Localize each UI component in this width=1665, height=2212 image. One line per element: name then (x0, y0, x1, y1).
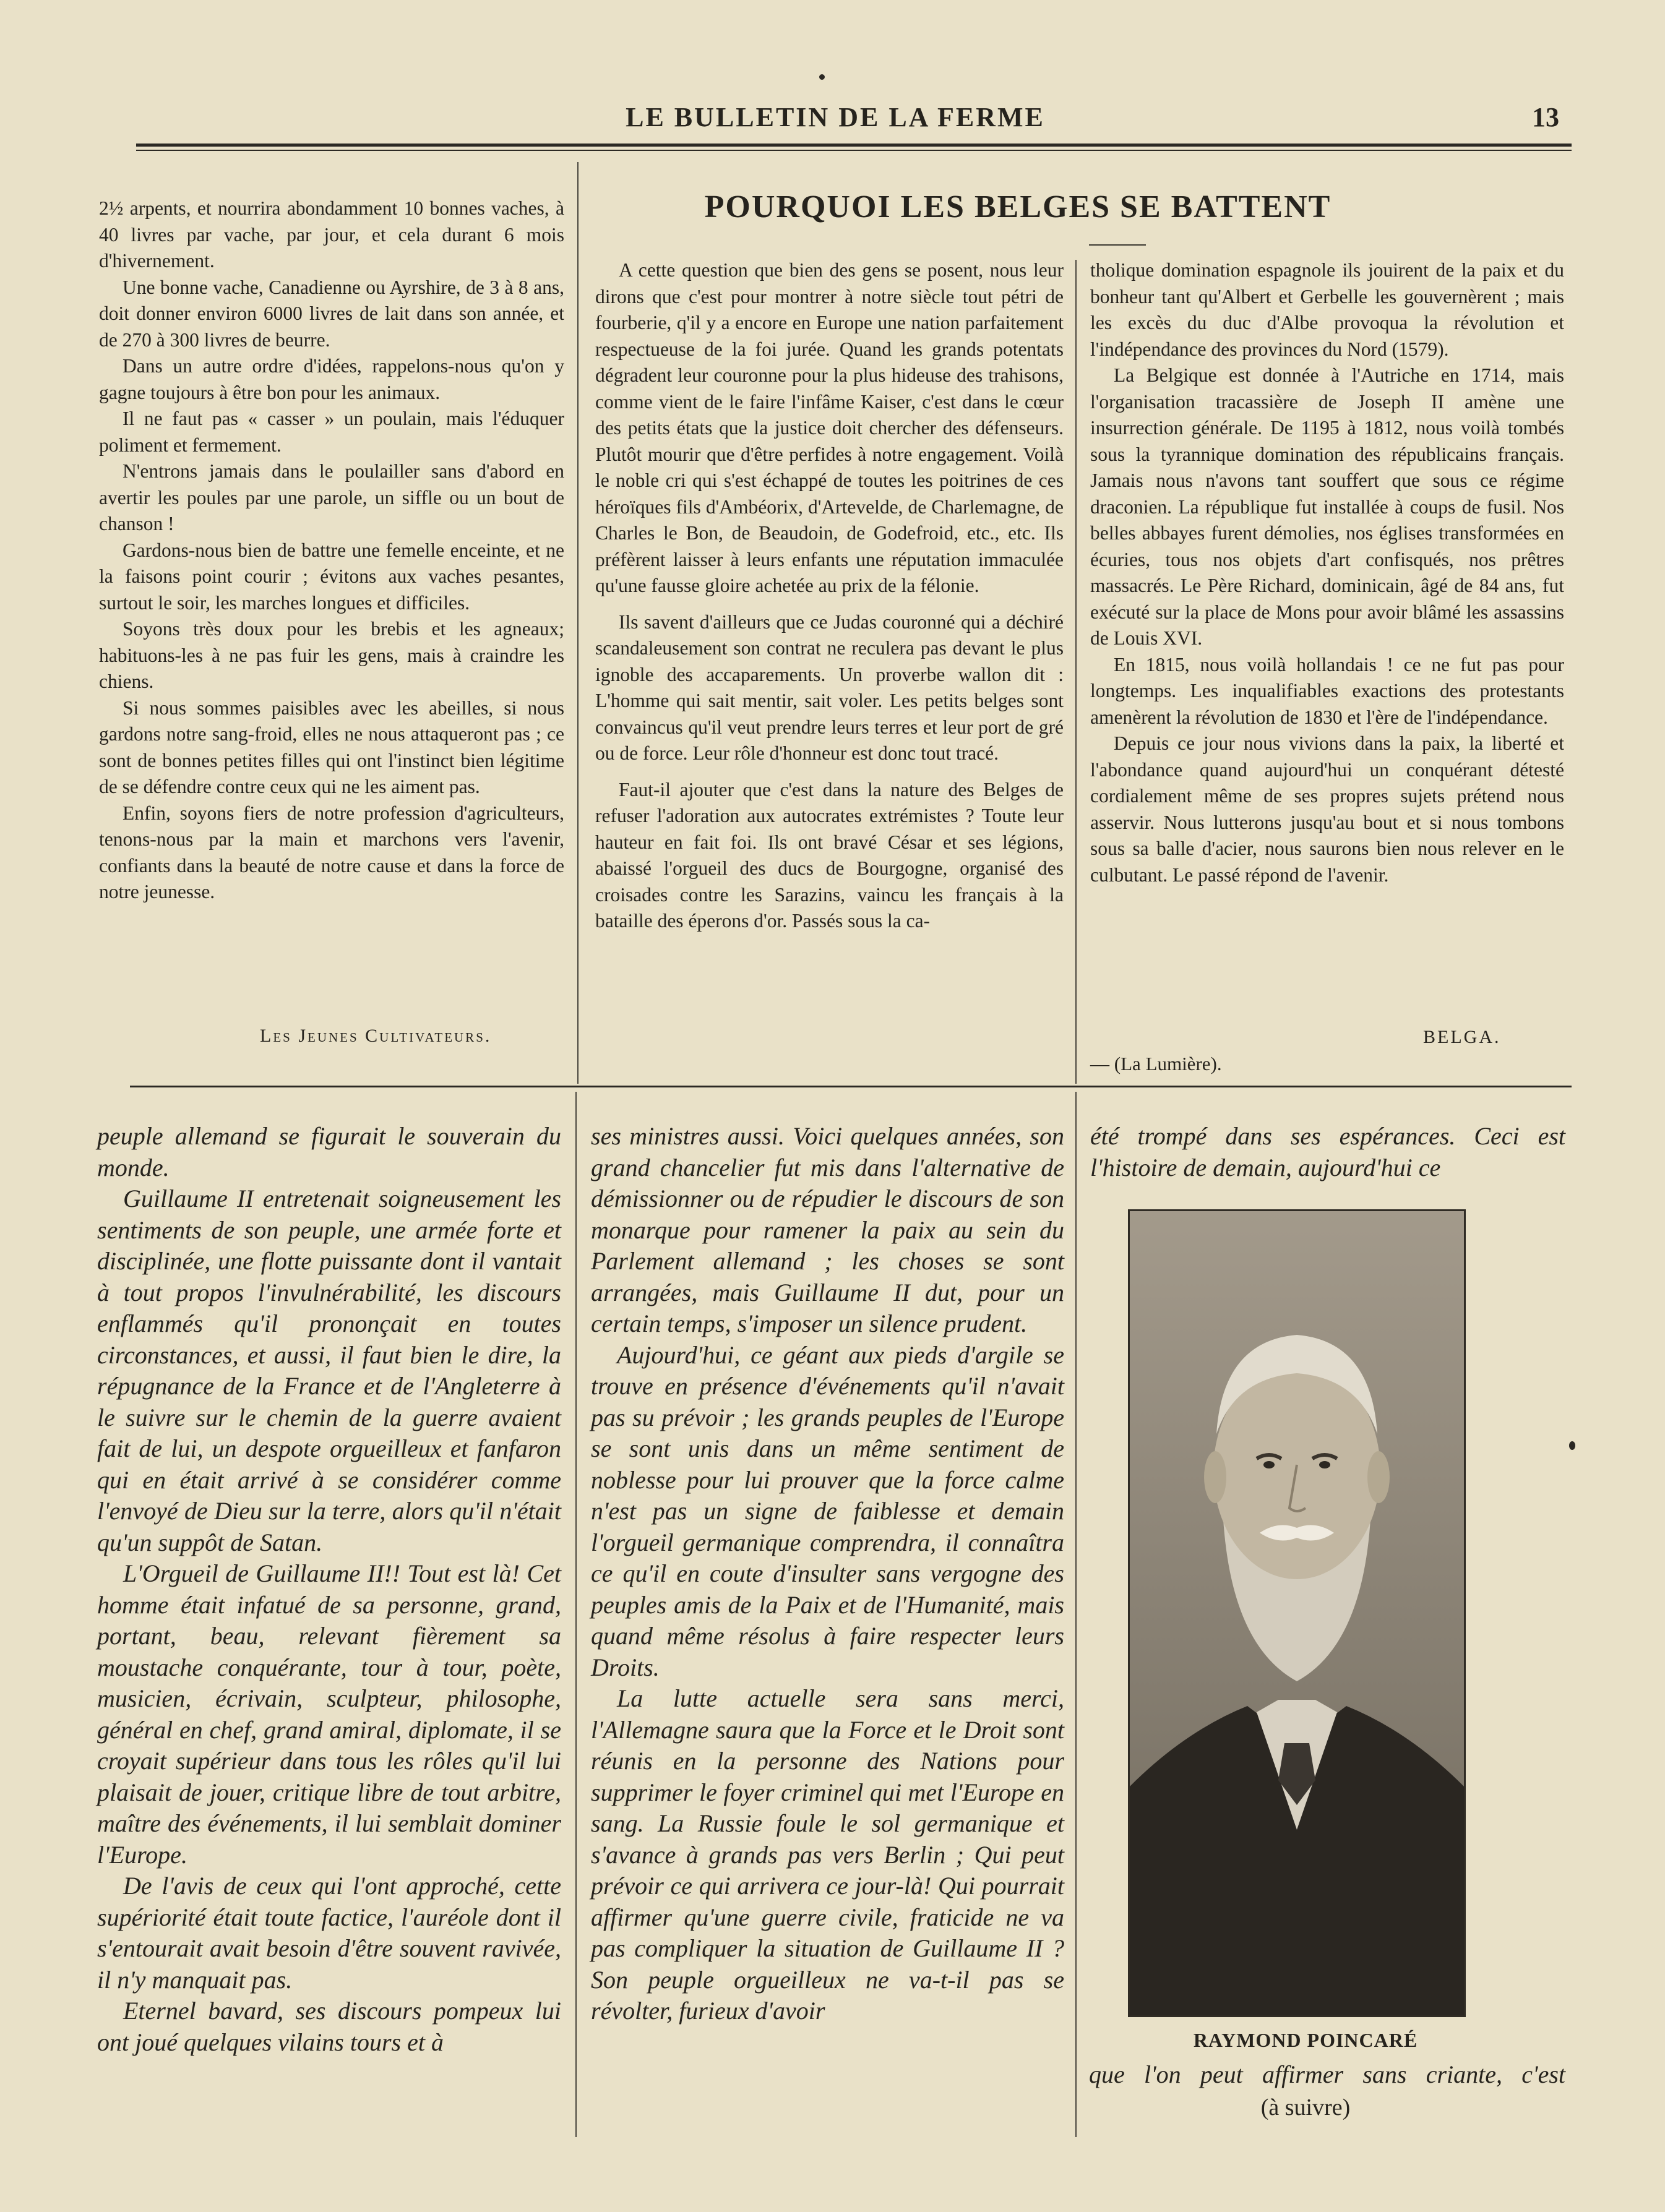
bottom-column-1 (97, 1121, 561, 2058)
print-speck (1569, 1441, 1575, 1450)
paragraph: De l'avis de ceux qui l'ont approché, cette supériorité était toute factice, l'auréole dont il s'entourait avait besoin d'être souvent ravivée, il n'y manquait pas. (97, 1872, 561, 1994)
article-title: POURQUOI LES BELGES SE BATTENT (704, 189, 1332, 225)
article-signature: BELGA. (1423, 1027, 1501, 1047)
paragraph: Il ne faut pas « casser » un poulain, mais l'éduquer poliment et fermement. (99, 408, 564, 456)
portrait-illustration (1130, 1211, 1464, 2015)
left-column-signature: Les Jeunes Cultivateurs. (260, 1026, 492, 1046)
paragraph: Faut-il ajouter que c'est dans la nature des Belges de refuser l'adoration aux autocrates extrémistes ? Toute leur hauteur en fait foi. Ils ont bravé César et ses légions, abaissé l'orgueil des ducs de Bourgogne, organisé des croisades contre les Sarazins, vaincu les français à la bataille des éperons d'or. Passés sous la ca- (595, 778, 1064, 932)
paragraph: N'entrons jamais dans le poulailler sans d'abord en avertir les poules par une parole, un siffle ou un bout de chanson ! (99, 460, 564, 534)
column-rule (577, 162, 579, 1084)
paragraph: L'Orgueil de Guillaume II!! Tout est là! Cet homme était infatué de sa personne, grand, portant, beau, relevant fièrement sa moustache conquérante, tour à tour, poète, musicien, écrivain, sculpteur, philosophe, général en chef, grand amiral, diplomate, il se croyait supérieur dans tous les rôles qu'il lui plaisait de jouer, critique libre de tout arbitre, maître des événements, il lui semblait dominer l'Europe. (97, 1559, 561, 1869)
paragraph: Eternel bavard, ses discours pompeux lui ont joué quelques vilains tours et à (97, 1997, 561, 2056)
paragraph: Depuis ce jour nous vivions dans la paix, la liberté et l'abondance quand aujourd'hui un conquérant détesté cordialement même de ses propres sujets prétend nous asservir. Nous lutterons jusqu'au bout et si nous tombons sous sa balle d'acier, nous saurons bien nous relever en le culbutant. Le passé répond de l'avenir. (1090, 732, 1564, 886)
running-title: LE BULLETIN DE LA FERME (626, 102, 1045, 132)
paragraph: Une bonne vache, Canadienne ou Ayrshire, de 3 à 8 ans, doit donner environ 6000 livres de lait dans son année, et de 270 à 300 livres de beurre. (99, 276, 564, 351)
paragraph: été trompé dans ses espérances. Ceci est l'histoire de demain, aujourd'hui ce (1090, 1122, 1565, 1181)
section-rule (130, 1086, 1572, 1087)
paragraph: A cette question que bien des gens se posent, nous leur dirons que c'est pour montrer à notre siècle tout pétri de fourberie, q'il y a encore en Europe une nation parfaitement respectueuse de la foi jurée. Quand les grands potentats dégradent leur couronne pour la plus hideuse des trahisons, comme vient de le faire l'infâme Kaiser, c'est dans le cœur des petits états que la justice doit chercher des défenseurs. Plutôt mourir que d'être perfides à notre engagement. Voilà le noble cri qui s'est échappé de toutes les poitrines de ces héroïques fils d'Ambéorix, d'Artevelde, de Charlemagne, de Charles le Bon, de Beaudoin, de Godefroid, etc., etc. Ils préfèrent laisser à leurs enfants une réputation immaculée qu'une fausse gloire achetée au prix de la félonie. (595, 259, 1064, 596)
paragraph: ses ministres aussi. Voici quelques années, son grand chancelier fut mis dans l'alternative de démissionner ou de répudier le discours de son monarque pour ramener la paix au sein du Parlement allemand ; les choses se sont arrangées, mais Guillaume II dut, pour un certain temps, s'imposer un silence prudent. (591, 1122, 1064, 1337)
paragraph: Dans un autre ordre d'idées, rappelons-nous qu'on y gagne toujours à être bon pour les animaux. (99, 355, 564, 403)
column-rule (575, 1092, 577, 2137)
page-number: 13 (1532, 102, 1559, 132)
paragraph: Enfin, soyons fiers de notre profession d'agriculteurs, tenons-nous par la main et marchons vers l'avenir, confiants dans la beauté de notre cause et dans la force de notre jeunesse. (99, 802, 564, 902)
portrait-caption: RAYMOND POINCARÉ (1193, 2029, 1418, 2051)
title-dash (1089, 244, 1146, 246)
header-rule (136, 144, 1572, 147)
caption-continuation-line: que l'on peut affirmer sans criante, c'est (1089, 2060, 1565, 2088)
bottom-column-3 (1090, 1121, 1565, 1183)
column-rule (1075, 260, 1077, 1084)
to-be-continued: (à suivre) (1260, 2094, 1351, 2120)
paragraph: Gardons-nous bien de battre une femelle enceinte, et ne la faisons point courir ; évitons aux vaches pesantes, surtout le soir, les marches longues et difficiles. (99, 539, 564, 614)
portrait-photo (1128, 1209, 1466, 2017)
paragraph: tholique domination espagnole ils jouirent de la paix et du bonheur tant qu'Albert et Gerbelle les gouvernèrent ; mais les excès du duc d'Albe provoqua la révolution et l'indépendance des provinces du Nord (1579). (1090, 259, 1564, 360)
column-rule (1075, 1092, 1077, 2137)
bottom-column-2 (591, 1121, 1064, 2027)
header-rule-thin (136, 150, 1572, 151)
paragraph: Guillaume II entretenait soigneusement les sentiments de son peuple, une armée forte et disciplinée, une flotte puissante dont il vantait à tout propos l'invulnérabilité, les discours enflammés qu'il prononçait en toutes circonstances, et aussi, il faut bien le dire, la répugnance de la France et de l'Angleterre à le suivre sur le chemin de la guerre avaient fait de lui, un despote orgueilleux et fanfaron qui en était arrivé à se considérer comme l'envoyé de Dieu sur la terre, alors qu'il n'était qu'un suppôt de Satan. (97, 1185, 561, 1556)
article-source: — (La Lumière). (1090, 1053, 1222, 1074)
paragraph: En 1815, nous voilà hollandais ! ce ne fut pas pour longtemps. Les inqualifiables exactions des protestants amenèrent la révolution de 1830 et l'ère de l'indépendance. (1090, 653, 1564, 728)
paragraph: peuple allemand se figurait le souverain du monde. (97, 1122, 561, 1181)
article-column-2 (1090, 257, 1564, 888)
paragraph: La lutte actuelle sera sans merci, l'Allemagne saura que la Force et le Droit sont réunis en la personne des Nations pour supprimer le foyer criminel qui met l'Europe en sang. La Russie foule le sol germanique et s'avance à grands pas vers Berlin ; Qui peut prévoir ce qui arrivera ce jour-là! Qui pourrait affirmer qu'une guerre civile, fraticide ne va pas compliquer la situation de Guillaume II ? Son peuple orgueilleux ne va-t-il pas se révolter, furieux d'avoir (591, 1684, 1064, 2025)
paragraph: La Belgique est donnée à l'Autriche en 1714, mais l'organisation tracassière de Joseph II amène une insurrection générale. De 1195 à 1812, nous voilà tombés sous la tyrannique domination des républicains français. Jamais nous n'avons tant souffert que sous ce régime draconien. La république fut installée à coups de fusil. Nos belles abbayes furent démolies, nos églises transformées en écuries, tous nos objets d'art confisqués, nos prêtres massacrés. Le Père Richard, dominicain, âgé de 84 ans, fut exécuté sur la place de Mons pour avoir blâmé les assassins de Louis XVI. (1090, 364, 1564, 649)
print-speck (819, 74, 825, 80)
article-column-1 (595, 257, 1064, 935)
paragraph: Ils savent d'ailleurs que ce Judas couronné qui a déchiré scandaleusement son contrat ne reculera pas devant le plus ignoble des accaparements. Un proverbe wallon dit : L'homme qui sait mentir, sait voler. Les petits belges sont convaincus qu'il veut prendre leurs terres et leur port de gré ou de force. Leur rôle d'honneur est donc tout tracé. (595, 611, 1064, 764)
paragraph: Si nous sommes paisibles avec les abeilles, si nous gardons notre sang-froid, elles ne nous attaqueront pas ; ce sont de bonnes petites filles qui ont l'instinct bien légitime de se défendre contre ceux qui ne les aiment pas. (99, 697, 564, 797)
paragraph: Aujourd'hui, ce géant aux pieds d'argile se trouve en présence d'événements qu'il n'avait pas su prévoir ; les grands peuples de l'Europe se sont unis dans un même sentiment de noblesse pour lui prouver que la force calme n'est pas un signe de faiblesse et demain l'orgueil germanique comprendra, il connaîtra ce qu'il en coute d'insulter sans vergogne des peuples amis de la Paix et de l'Humanité, mais quand même résolus à faire respecter leurs Droits. (591, 1340, 1064, 1681)
paragraph: Soyons très doux pour les brebis et les agneaux; habituons-les à ne pas fuir les gens, mais à craindre les chiens. (99, 618, 564, 692)
paragraph: 2½ arpents, et nourrira abondamment 10 bonnes vaches, à 40 livres par vache, par jour, et cela durant 6 mois d'hivernement. (99, 197, 564, 272)
left-column (99, 195, 564, 906)
